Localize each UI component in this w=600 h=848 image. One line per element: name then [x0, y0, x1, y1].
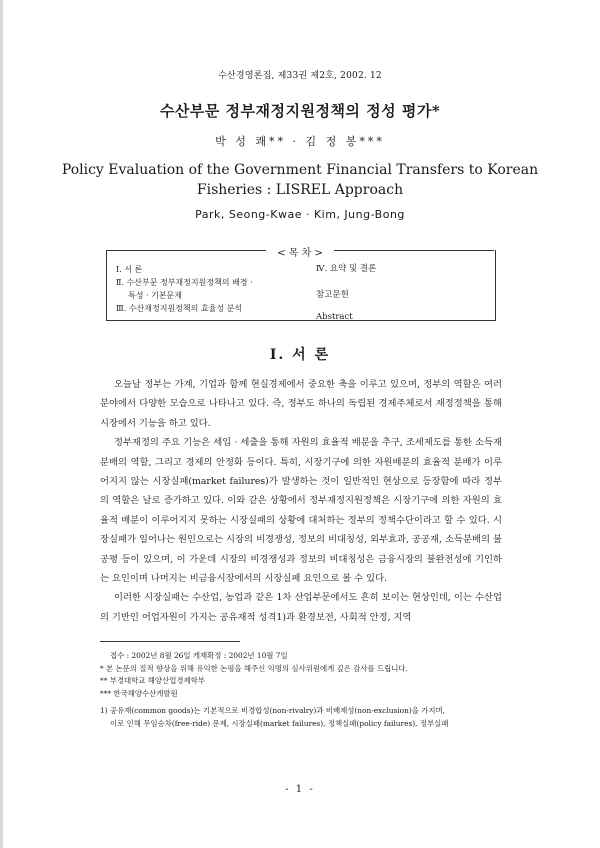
body-text	[100, 375, 502, 627]
toc-item: Abstract	[316, 312, 353, 322]
toc-left-column	[116, 263, 306, 315]
footnote: 1) 공유재(common goods)는 기본적으로 비경합성(non-rivalry)과 비배제성(non-exclusion)을 가지며,	[100, 706, 446, 715]
journal-info: 수산경영론집, 제33권 제2호, 2002. 12	[218, 71, 382, 81]
footnote-rule	[100, 641, 240, 642]
toc-item: Ⅲ. 수산재정지원정책의 효율성 분석	[116, 304, 243, 313]
english-title-line-1: Policy Evaluation of the Government Financial Transfers to Korean	[61, 162, 539, 178]
korean-title: 수산부문 정부재정지원정책의 정성 평가*	[159, 102, 441, 120]
toc-item: 참고문헌	[316, 290, 349, 300]
toc-right-column	[316, 263, 486, 327]
toc-heading: < 목 차 >	[277, 248, 323, 259]
paragraph: 이러한 시장실패는 수산업, 농업과 같은 1차 산업부문에서도 흔히 보이는 현상인데, 이는 수산업의 기반인 어업자원이 가지는 공유재적 성격1)과 환경보전, 사회적 안정, 지역	[100, 592, 502, 623]
paragraph: 정부재정의 주요 기능은 세입 · 세출을 통해 자원의 효율적 배분을 추구, 조세제도를 통한 소득재분배의 역할, 그리고 경제의 안정화 등이다. 특히, 시장기구에 의한 자원배분의 효율적 분배가 이루어지지 않는 시장실패(market failures)가 발생하는 것이 일반적인 현상으로 등장함에 따라 정부의 역할은 날로 증가하고 있다. 이와 같은 상황에서 정부재정지원정책은 시장기구에 의한 자원의 효율적 배분이 이루어지지 못하는 시장실패의 상황에 대처하는 정부의 정책수단이라고 할 수 있다. 시장실패가 일어나는 원인으로는 시장의 비경쟁성, 정보의 비대칭성, 외부효과, 공공재, 소득분배의 불공평 등이 있으며, 이 가운데 시장의 비경쟁성과 정보의 비대칭성은 금융시장의 불완전성에 기인하는 요인이며 나머지는 비금융시장에서의 시장실패 요인으로 볼 수 있다.	[100, 437, 502, 585]
received-date: 접수 : 2002년 8월 26일 게재확정 : 2002년 10월 7일	[110, 651, 288, 660]
page-number: - 1 -	[285, 784, 315, 795]
footnote: ** 부경대학교 해양산업경제학부	[100, 676, 205, 685]
page-edge	[0, 0, 3, 848]
english-title-line-2: Fisheries : LISREL Approach	[196, 182, 404, 198]
footnote: * 본 논문의 질적 향상을 위해 유익한 논평을 해주신 익명의 심사위원에게 깊은 감사를 드립니다.	[100, 663, 408, 673]
korean-authors: 박 성 쾌** · 김 정 봉***	[215, 135, 385, 148]
footnote-continuation: 이로 인해 무임승차(free-ride) 문제, 시장실패(market failures), 정책실패(policy failures), 정부실패	[110, 718, 449, 728]
footnote: *** 한국해양수산개발원	[100, 688, 178, 698]
toc-item: Ⅱ. 수산부문 정부재정지원정책의 배경 ·	[116, 278, 253, 287]
paragraph: 오늘날 정부는 가계, 기업과 함께 현실경제에서 중요한 축을 이루고 있으며, 정부의 역할은 여러 분야에서 다양한 모습으로 나타나고 있다. 즉, 정부도 하나의 독립된 경제주체로서 재정정책을 통해 시장에서 기능을 하고 있다.	[100, 379, 502, 429]
toc-item: Ⅰ. 서 론	[116, 265, 143, 274]
english-authors: Park, Seong-Kwae · Kim, Jung-Bong	[195, 208, 405, 221]
footnotes	[100, 650, 510, 730]
english-title	[0, 160, 600, 200]
toc-item: Ⅳ. 요약 및 결론	[316, 264, 377, 274]
toc-item: 특성 · 기본문제	[128, 291, 182, 300]
section-heading: Ⅰ. 서 론	[269, 347, 331, 363]
